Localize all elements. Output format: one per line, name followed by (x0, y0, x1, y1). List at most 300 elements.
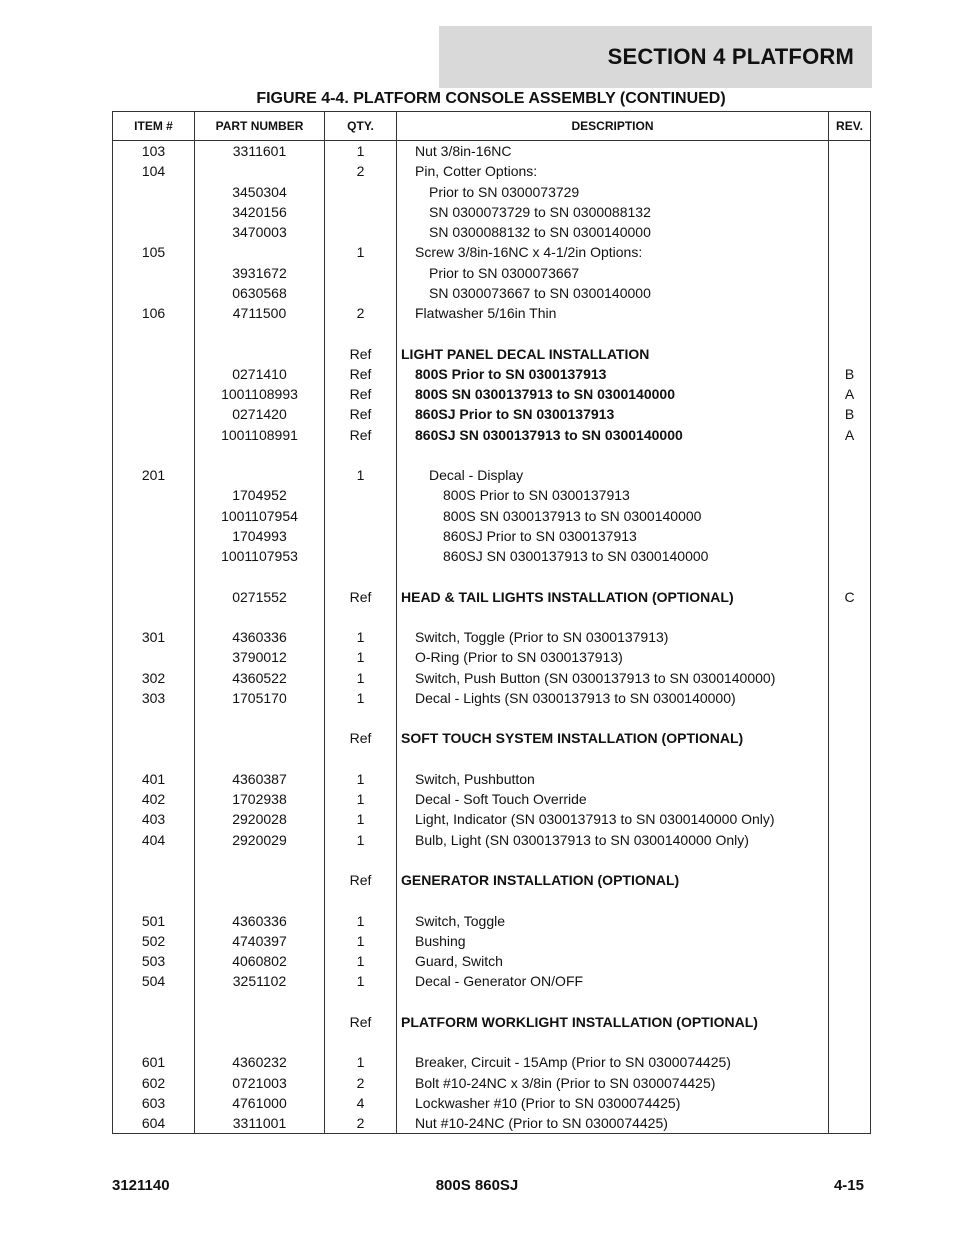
description-cell: Bolt #10-24NC x 3/8in (Prior to SN 0300074425) (397, 1073, 829, 1093)
quantity-cell (325, 485, 397, 505)
column-header-qty: QTY. (325, 112, 397, 141)
part-number-cell: 4711500 (195, 303, 325, 323)
table-row (113, 546, 871, 566)
part-number-cell (195, 465, 325, 485)
item-number-cell (113, 425, 195, 445)
revision-cell (829, 809, 871, 829)
column-header-rev: REV. (829, 112, 871, 141)
description-cell: LIGHT PANEL DECAL INSTALLATION (397, 344, 829, 364)
description-cell (397, 607, 829, 627)
part-number-cell: 1705170 (195, 688, 325, 708)
item-number-cell: 501 (113, 911, 195, 931)
revision-cell (829, 506, 871, 526)
part-number-cell: 4360522 (195, 668, 325, 688)
quantity-cell (325, 850, 397, 870)
description-cell: Screw 3/8in-16NC x 4-1/2in Options: (397, 242, 829, 262)
quantity-cell: Ref (325, 1012, 397, 1032)
description-cell: SN 0300073729 to SN 0300088132 (397, 202, 829, 222)
part-number-cell: 0271410 (195, 364, 325, 384)
revision-cell (829, 850, 871, 870)
quantity-cell: Ref (325, 425, 397, 445)
part-number-cell (195, 728, 325, 748)
section-header (439, 26, 872, 88)
item-number-cell (113, 850, 195, 870)
item-number-cell (113, 992, 195, 1012)
revision-cell (829, 668, 871, 688)
item-number-cell: 201 (113, 465, 195, 485)
table-row (113, 1052, 871, 1072)
item-number-cell (113, 283, 195, 303)
description-cell: Nut 3/8in-16NC (397, 141, 829, 162)
revision-cell (829, 992, 871, 1012)
table-row (113, 749, 871, 769)
description-cell: Decal - Soft Touch Override (397, 789, 829, 809)
part-number-cell: 0630568 (195, 283, 325, 303)
revision-cell (829, 485, 871, 505)
part-number-cell (195, 992, 325, 1012)
table-row (113, 222, 871, 242)
description-cell: Bulb, Light (SN 0300137913 to SN 0300140000 Only) (397, 830, 829, 850)
quantity-cell (325, 445, 397, 465)
item-number-cell (113, 1012, 195, 1032)
item-number-cell (113, 647, 195, 667)
part-number-cell: 1702938 (195, 789, 325, 809)
revision-cell (829, 688, 871, 708)
table-row (113, 728, 871, 748)
revision-cell (829, 708, 871, 728)
item-number-cell (113, 546, 195, 566)
revision-cell (829, 1093, 871, 1113)
description-cell: 860SJ Prior to SN 0300137913 (397, 526, 829, 546)
part-number-cell: 0721003 (195, 1073, 325, 1093)
revision-cell (829, 890, 871, 910)
description-cell: Pin, Cotter Options: (397, 161, 829, 181)
quantity-cell (325, 1032, 397, 1052)
revision-cell (829, 1012, 871, 1032)
description-cell: Decal - Display (397, 465, 829, 485)
quantity-cell: Ref (325, 344, 397, 364)
quantity-cell (325, 506, 397, 526)
table-row (113, 141, 871, 162)
table-row (113, 303, 871, 323)
table-row (113, 931, 871, 951)
quantity-cell: 1 (325, 931, 397, 951)
part-number-cell: 4360232 (195, 1052, 325, 1072)
part-number-cell: 4761000 (195, 1093, 325, 1113)
quantity-cell: 1 (325, 809, 397, 829)
revision-cell (829, 303, 871, 323)
table-row (113, 384, 871, 404)
column-header-description: DESCRIPTION (397, 112, 829, 141)
part-number-cell: 3450304 (195, 182, 325, 202)
footer-page-number: 4-15 (833, 1177, 864, 1194)
description-cell (397, 890, 829, 910)
item-number-cell (113, 870, 195, 890)
description-cell: Lockwasher #10 (Prior to SN 0300074425) (397, 1093, 829, 1113)
item-number-cell (113, 728, 195, 748)
table-row (113, 323, 871, 343)
table-row (113, 465, 871, 485)
column-header-part-number: PART NUMBER (195, 112, 325, 141)
item-number-cell: 503 (113, 951, 195, 971)
description-cell: Switch, Push Button (SN 0300137913 to SN 0300140000) (397, 668, 829, 688)
part-number-cell (195, 850, 325, 870)
quantity-cell: 1 (325, 1052, 397, 1072)
item-number-cell: 105 (113, 242, 195, 262)
part-number-cell (195, 708, 325, 728)
revision-cell (829, 607, 871, 627)
part-number-cell: 3311601 (195, 141, 325, 162)
item-number-cell: 404 (113, 830, 195, 850)
revision-cell (829, 728, 871, 748)
table-row (113, 647, 871, 667)
quantity-cell: 1 (325, 647, 397, 667)
footer-model: 800S 860SJ (435, 1177, 519, 1194)
quantity-cell: 1 (325, 911, 397, 931)
figure-title: FIGURE 4-4. PLATFORM CONSOLE ASSEMBLY (CONTINUED) (256, 90, 726, 107)
revision-cell (829, 789, 871, 809)
table-row (113, 202, 871, 222)
part-number-cell (195, 323, 325, 343)
quantity-cell (325, 890, 397, 910)
table-row (113, 445, 871, 465)
part-number-cell: 0271552 (195, 587, 325, 607)
item-number-cell: 602 (113, 1073, 195, 1093)
part-number-cell: 3420156 (195, 202, 325, 222)
item-number-cell (113, 445, 195, 465)
part-number-cell (195, 242, 325, 262)
item-number-cell (113, 182, 195, 202)
table-row (113, 1032, 871, 1052)
part-number-cell (195, 1012, 325, 1032)
part-number-cell (195, 344, 325, 364)
revision-cell: A (829, 425, 871, 445)
description-cell (397, 708, 829, 728)
table-row (113, 809, 871, 829)
quantity-cell (325, 283, 397, 303)
description-cell (397, 992, 829, 1012)
description-cell: Switch, Pushbutton (397, 769, 829, 789)
description-cell (397, 566, 829, 586)
revision-cell: B (829, 404, 871, 424)
revision-cell (829, 1073, 871, 1093)
revision-cell (829, 566, 871, 586)
table-row (113, 425, 871, 445)
table-header-row (113, 112, 871, 141)
item-number-cell (113, 607, 195, 627)
table-row (113, 992, 871, 1012)
part-number-cell: 1001107954 (195, 506, 325, 526)
revision-cell: A (829, 384, 871, 404)
quantity-cell: Ref (325, 587, 397, 607)
description-cell (397, 445, 829, 465)
quantity-cell (325, 749, 397, 769)
item-number-cell: 301 (113, 627, 195, 647)
part-number-cell (195, 566, 325, 586)
revision-cell (829, 911, 871, 931)
description-cell: O-Ring (Prior to SN 0300137913) (397, 647, 829, 667)
table-row (113, 364, 871, 384)
quantity-cell (325, 566, 397, 586)
revision-cell (829, 242, 871, 262)
description-cell: Decal - Lights (SN 0300137913 to SN 0300140000) (397, 688, 829, 708)
part-number-cell: 3931672 (195, 263, 325, 283)
table-row (113, 627, 871, 647)
quantity-cell (325, 607, 397, 627)
part-number-cell (195, 890, 325, 910)
item-number-cell (113, 506, 195, 526)
item-number-cell (113, 1032, 195, 1052)
item-number-cell (113, 587, 195, 607)
quantity-cell: 1 (325, 668, 397, 688)
part-number-cell: 4740397 (195, 931, 325, 951)
table-row (113, 789, 871, 809)
part-number-cell: 2920028 (195, 809, 325, 829)
item-number-cell: 502 (113, 931, 195, 951)
part-number-cell: 3311001 (195, 1113, 325, 1134)
description-cell: 800S SN 0300137913 to SN 0300140000 (397, 384, 829, 404)
item-number-cell: 604 (113, 1113, 195, 1134)
part-number-cell: 1704952 (195, 485, 325, 505)
table-row (113, 708, 871, 728)
revision-cell (829, 161, 871, 181)
table-row (113, 242, 871, 262)
quantity-cell (325, 222, 397, 242)
description-cell: Switch, Toggle (Prior to SN 0300137913) (397, 627, 829, 647)
table-row (113, 404, 871, 424)
description-cell: 800S SN 0300137913 to SN 0300140000 (397, 506, 829, 526)
quantity-cell: 1 (325, 627, 397, 647)
item-number-cell (113, 566, 195, 586)
quantity-cell: 1 (325, 242, 397, 262)
description-cell: PLATFORM WORKLIGHT INSTALLATION (OPTIONAL) (397, 1012, 829, 1032)
footer-doc-number: 3121140 (112, 1177, 170, 1194)
part-number-cell: 4360336 (195, 911, 325, 931)
description-cell: Bushing (397, 931, 829, 951)
item-number-cell (113, 364, 195, 384)
description-cell: SOFT TOUCH SYSTEM INSTALLATION (OPTIONAL) (397, 728, 829, 748)
description-cell: Nut #10-24NC (Prior to SN 0300074425) (397, 1113, 829, 1134)
table-row (113, 769, 871, 789)
table-row (113, 911, 871, 931)
revision-cell (829, 971, 871, 991)
table-row (113, 161, 871, 181)
description-cell: Light, Indicator (SN 0300137913 to SN 0300140000 Only) (397, 809, 829, 829)
item-number-cell (113, 222, 195, 242)
quantity-cell: 1 (325, 769, 397, 789)
item-number-cell (113, 404, 195, 424)
revision-cell (829, 769, 871, 789)
item-number-cell (113, 708, 195, 728)
description-cell: 860SJ SN 0300137913 to SN 0300140000 (397, 425, 829, 445)
table-row (113, 830, 871, 850)
part-number-cell (195, 870, 325, 890)
item-number-cell: 106 (113, 303, 195, 323)
revision-cell (829, 141, 871, 162)
quantity-cell: Ref (325, 384, 397, 404)
quantity-cell: 1 (325, 465, 397, 485)
item-number-cell: 504 (113, 971, 195, 991)
table-row (113, 850, 871, 870)
part-number-cell (195, 161, 325, 181)
table-row (113, 506, 871, 526)
item-number-cell (113, 526, 195, 546)
description-cell: 800S Prior to SN 0300137913 (397, 364, 829, 384)
table-row (113, 1073, 871, 1093)
revision-cell (829, 870, 871, 890)
item-number-cell: 302 (113, 668, 195, 688)
revision-cell (829, 749, 871, 769)
table-row (113, 485, 871, 505)
quantity-cell: Ref (325, 364, 397, 384)
quantity-cell (325, 546, 397, 566)
description-cell: Switch, Toggle (397, 911, 829, 931)
quantity-cell: 2 (325, 1113, 397, 1134)
description-cell (397, 1032, 829, 1052)
quantity-cell (325, 992, 397, 1012)
parts-table (112, 111, 871, 1134)
table-row (113, 890, 871, 910)
description-cell: GENERATOR INSTALLATION (OPTIONAL) (397, 870, 829, 890)
revision-cell (829, 445, 871, 465)
revision-cell (829, 627, 871, 647)
table-row (113, 587, 871, 607)
quantity-cell: 2 (325, 161, 397, 181)
revision-cell (829, 931, 871, 951)
quantity-cell: 1 (325, 971, 397, 991)
revision-cell (829, 647, 871, 667)
revision-cell (829, 344, 871, 364)
part-number-cell (195, 445, 325, 465)
description-cell: Breaker, Circuit - 15Amp (Prior to SN 0300074425) (397, 1052, 829, 1072)
table-row (113, 688, 871, 708)
item-number-cell: 303 (113, 688, 195, 708)
item-number-cell: 402 (113, 789, 195, 809)
part-number-cell (195, 749, 325, 769)
item-number-cell (113, 323, 195, 343)
description-cell: HEAD & TAIL LIGHTS INSTALLATION (OPTIONAL) (397, 587, 829, 607)
quantity-cell (325, 323, 397, 343)
table-row (113, 1093, 871, 1113)
description-cell (397, 850, 829, 870)
description-cell: Guard, Switch (397, 951, 829, 971)
part-number-cell: 1704993 (195, 526, 325, 546)
revision-cell (829, 526, 871, 546)
quantity-cell: 1 (325, 688, 397, 708)
part-number-cell: 3251102 (195, 971, 325, 991)
part-number-cell: 3470003 (195, 222, 325, 242)
item-number-cell (113, 344, 195, 364)
part-number-cell: 4060802 (195, 951, 325, 971)
description-cell: Flatwasher 5/16in Thin (397, 303, 829, 323)
quantity-cell: 1 (325, 951, 397, 971)
item-number-cell: 601 (113, 1052, 195, 1072)
revision-cell: B (829, 364, 871, 384)
revision-cell (829, 202, 871, 222)
revision-cell (829, 465, 871, 485)
column-header-item: ITEM # (113, 112, 195, 141)
description-cell (397, 749, 829, 769)
item-number-cell: 603 (113, 1093, 195, 1113)
table-row (113, 566, 871, 586)
item-number-cell: 401 (113, 769, 195, 789)
table-row (113, 1012, 871, 1032)
revision-cell (829, 1032, 871, 1052)
table-row (113, 526, 871, 546)
quantity-cell: Ref (325, 404, 397, 424)
revision-cell (829, 951, 871, 971)
part-number-cell: 4360387 (195, 769, 325, 789)
table-row (113, 668, 871, 688)
item-number-cell (113, 202, 195, 222)
table-row (113, 263, 871, 283)
quantity-cell: 1 (325, 789, 397, 809)
revision-cell (829, 182, 871, 202)
quantity-cell: Ref (325, 728, 397, 748)
part-number-cell: 1001108991 (195, 425, 325, 445)
quantity-cell: Ref (325, 870, 397, 890)
item-number-cell (113, 485, 195, 505)
item-number-cell (113, 890, 195, 910)
revision-cell (829, 546, 871, 566)
part-number-cell: 1001108993 (195, 384, 325, 404)
quantity-cell: 1 (325, 830, 397, 850)
part-number-cell: 3790012 (195, 647, 325, 667)
revision-cell (829, 1113, 871, 1134)
item-number-cell: 103 (113, 141, 195, 162)
description-cell: 860SJ SN 0300137913 to SN 0300140000 (397, 546, 829, 566)
revision-cell (829, 1052, 871, 1072)
part-number-cell: 0271420 (195, 404, 325, 424)
quantity-cell: 4 (325, 1093, 397, 1113)
description-cell: SN 0300088132 to SN 0300140000 (397, 222, 829, 242)
table-row (113, 870, 871, 890)
revision-cell (829, 830, 871, 850)
revision-cell (829, 323, 871, 343)
item-number-cell (113, 384, 195, 404)
section-title: SECTION 4 PLATFORM (607, 44, 854, 69)
table-row (113, 607, 871, 627)
table-row (113, 283, 871, 303)
quantity-cell (325, 526, 397, 546)
part-number-cell: 4360336 (195, 627, 325, 647)
quantity-cell: 1 (325, 141, 397, 162)
description-cell: 800S Prior to SN 0300137913 (397, 485, 829, 505)
part-number-cell (195, 607, 325, 627)
part-number-cell: 1001107953 (195, 546, 325, 566)
table-row (113, 1113, 871, 1134)
quantity-cell (325, 182, 397, 202)
description-cell: SN 0300073667 to SN 0300140000 (397, 283, 829, 303)
part-number-cell: 2920029 (195, 830, 325, 850)
revision-cell (829, 222, 871, 242)
item-number-cell (113, 749, 195, 769)
table-row (113, 344, 871, 364)
revision-cell: C (829, 587, 871, 607)
quantity-cell: 2 (325, 1073, 397, 1093)
table-row (113, 951, 871, 971)
quantity-cell: 2 (325, 303, 397, 323)
parts-table-body (113, 141, 871, 1134)
item-number-cell: 104 (113, 161, 195, 181)
quantity-cell (325, 263, 397, 283)
description-cell: Prior to SN 0300073729 (397, 182, 829, 202)
table-row (113, 182, 871, 202)
table-row (113, 971, 871, 991)
quantity-cell (325, 202, 397, 222)
description-cell: Prior to SN 0300073667 (397, 263, 829, 283)
item-number-cell: 403 (113, 809, 195, 829)
